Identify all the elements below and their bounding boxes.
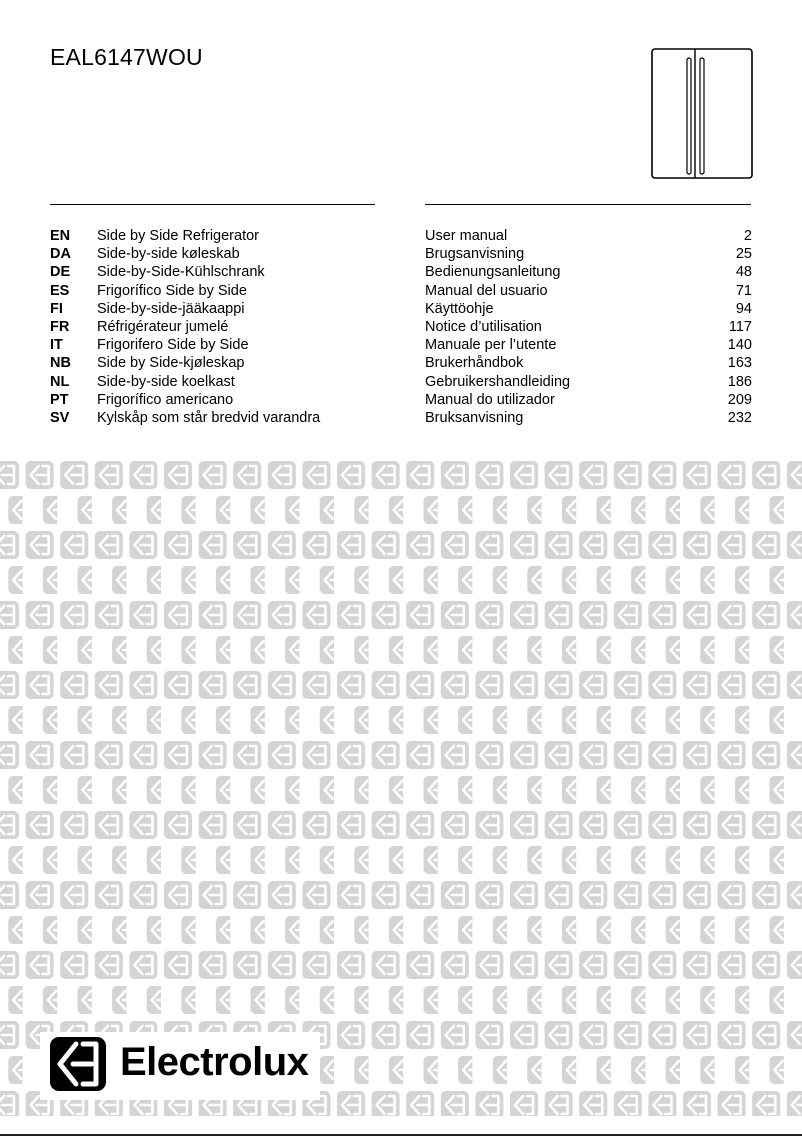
page-number: 163: [727, 355, 752, 372]
language-code: NL: [50, 373, 70, 390]
manual-title: Bedienungsanleitung: [425, 264, 561, 281]
page-number: 186: [727, 373, 752, 390]
page-number: 2: [743, 228, 752, 244]
language-code: FI: [50, 300, 63, 317]
language-row-es[interactable]: [50, 282, 752, 300]
language-row-nb[interactable]: [50, 354, 752, 372]
page-number: 232: [727, 409, 752, 426]
language-code: ES: [50, 282, 70, 299]
product-name: Side-by-side-jääkaappi: [97, 300, 245, 317]
electrolux-logo-icon: [49, 1036, 107, 1092]
manual-title: Manual do utilizador: [425, 391, 555, 408]
product-name: Frigorífico americano: [97, 391, 234, 408]
language-row-fr[interactable]: [50, 318, 752, 336]
page-number: 71: [735, 282, 752, 299]
page-number: 209: [727, 391, 752, 408]
manual-title: Manuale per l’utente: [425, 337, 557, 354]
manual-title: Gebruikershandleiding: [425, 373, 571, 390]
language-row-it[interactable]: [50, 336, 752, 354]
language-code: IT: [50, 337, 63, 354]
manual-title: User manual: [425, 228, 508, 244]
page-number: 48: [735, 264, 752, 281]
electrolux-pattern-background: [0, 458, 802, 1116]
divider-left: [50, 204, 375, 205]
language-code: PT: [50, 391, 69, 408]
brand-name: Electrolux: [120, 1040, 309, 1084]
language-row-fi[interactable]: [50, 300, 752, 318]
page-number: 117: [728, 318, 752, 335]
product-name: Frigorifero Side by Side: [97, 337, 249, 354]
language-row-sv[interactable]: [50, 409, 752, 427]
page-number: 94: [735, 300, 752, 317]
language-code: SV: [50, 409, 70, 426]
language-code: DA: [50, 246, 71, 263]
product-name: Side by Side-kjøleskap: [97, 355, 245, 372]
language-row-pt[interactable]: [50, 391, 752, 409]
language-row-en[interactable]: [50, 227, 752, 245]
language-row-nl[interactable]: [50, 373, 752, 391]
product-name: Side by Side Refrigerator: [97, 228, 259, 244]
page-number: 140: [727, 337, 752, 354]
language-code: FR: [50, 318, 70, 335]
divider-right: [425, 204, 751, 205]
product-name: Réfrigérateur jumelé: [97, 318, 229, 335]
language-code: NB: [50, 355, 71, 372]
product-name: Side-by-side køleskab: [97, 246, 240, 263]
language-code: DE: [50, 264, 71, 281]
language-row-da[interactable]: [50, 245, 752, 263]
page-number: 25: [735, 246, 752, 263]
manual-title: Brugsanvisning: [425, 246, 525, 263]
manual-title: Manual del usuario: [425, 282, 548, 299]
product-name: Frigorífico Side by Side: [97, 282, 247, 299]
product-name: Side-by-side koelkast: [97, 373, 235, 390]
language-table: [50, 227, 752, 427]
manual-title: Bruksanvisning: [425, 409, 524, 426]
language-code: EN: [50, 228, 71, 244]
manual-title: Brukerhåndbok: [425, 355, 524, 372]
model-number: EAL6147WOU: [50, 44, 203, 70]
product-name: Kylskåp som står bredvid varandra: [97, 409, 321, 426]
manual-title: Notice d’utilisation: [425, 318, 542, 335]
language-row-de[interactable]: [50, 263, 752, 281]
product-name: Side-by-Side-Kühlschrank: [97, 264, 265, 281]
side-by-side-fridge-icon: [651, 48, 753, 179]
manual-title: Käyttöohje: [425, 300, 494, 317]
